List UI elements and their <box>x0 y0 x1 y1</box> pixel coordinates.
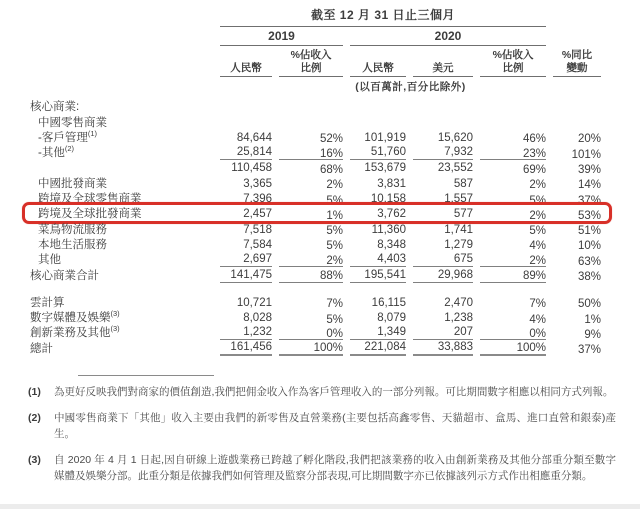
units-note: (以百萬計,百分比除外) <box>355 81 466 93</box>
cell: 5% <box>529 194 546 207</box>
cell: 1,349 <box>350 326 406 340</box>
cell: 153,679 <box>364 162 406 175</box>
cell: 69% <box>522 163 546 176</box>
footnote-text: 中國零售商業下「其他」收入主要由我們的新零售及直營業務(主要包括高鑫零售、天貓超市、盒馬、進口直營和銀泰)產生。 <box>54 412 616 440</box>
cell: 33,883 <box>413 341 473 356</box>
cell: 1,279 <box>444 238 473 251</box>
footnote-ref: (2) <box>64 144 75 154</box>
cell: 25,814 <box>220 146 272 160</box>
cell: 0% <box>480 326 546 340</box>
cell: 39% <box>577 163 601 176</box>
cell: 2% <box>529 209 546 222</box>
cell: 5% <box>529 225 546 238</box>
row-label: 跨境及全球批發商業 <box>38 208 142 221</box>
row-label: 數字媒體及娛樂$^{(3)}$ <box>30 309 120 325</box>
row-label: 中國零售商業 <box>38 116 107 129</box>
cell: 221,084 <box>350 341 406 356</box>
table-row <box>28 237 601 252</box>
col-header-line1: %同比 <box>561 49 593 61</box>
cell: 2,697 <box>220 253 272 267</box>
cell: 9% <box>584 328 601 341</box>
cell: 100% <box>279 341 343 356</box>
cell: 7% <box>529 298 546 311</box>
table-row <box>28 252 601 267</box>
cell: 2% <box>326 179 343 192</box>
row-label: -其他$^{(2)}$ <box>38 144 75 160</box>
cell: 68% <box>319 163 343 176</box>
row-spacer <box>28 283 640 295</box>
footnote <box>28 453 616 484</box>
cell: 5% <box>326 240 343 253</box>
row-label: 跨境及全球零售商業 <box>38 193 142 206</box>
footnote <box>28 411 616 442</box>
col-header-line2: 人民幣 <box>362 61 394 74</box>
table-row <box>28 295 601 310</box>
row-label: 核心商業合計 <box>30 269 99 282</box>
footnote-ref: (3) <box>110 309 120 319</box>
cell: 2,470 <box>444 296 473 309</box>
cell: 5% <box>326 225 343 238</box>
cell: 7,584 <box>243 238 272 251</box>
table-rows <box>28 99 640 356</box>
row-label: 菜鳥物流服務 <box>38 223 107 236</box>
cell: 5% <box>326 313 343 326</box>
cell: 53% <box>577 209 601 222</box>
row-label: 核心商業: <box>30 101 80 114</box>
cell: 1,238 <box>444 312 473 325</box>
cell: 110,458 <box>231 162 272 175</box>
cell: 15,620 <box>437 131 473 144</box>
cell: 16,115 <box>371 296 406 309</box>
cell: 2,457 <box>243 208 272 221</box>
table-row <box>28 145 601 160</box>
table-row <box>28 221 601 236</box>
table-row <box>28 175 601 190</box>
cell: 161,456 <box>220 341 272 356</box>
footnote <box>28 385 616 401</box>
col-header-line2: 比例 <box>502 61 524 74</box>
col-header-rmb-2019 <box>220 46 272 77</box>
table-row <box>28 191 601 206</box>
cell <box>350 101 406 114</box>
footnote-divider <box>78 375 214 376</box>
table-row <box>28 206 601 221</box>
cell: 195,541 <box>350 269 406 283</box>
cell: 38% <box>577 271 601 284</box>
cell: 14% <box>577 179 601 192</box>
cell <box>553 117 601 130</box>
cell: 1% <box>584 313 601 326</box>
cell: 51% <box>577 225 601 238</box>
cell: 8,028 <box>243 312 272 325</box>
cell <box>279 117 343 130</box>
cell: 29,968 <box>413 269 473 283</box>
cell: 11,360 <box>371 223 406 236</box>
year-2019-header: 2019 <box>220 27 343 46</box>
table-row <box>28 160 601 175</box>
cell: 4,403 <box>350 253 406 267</box>
cell: 46% <box>522 133 546 146</box>
cell: 100% <box>480 341 546 356</box>
col-header-pct-2020 <box>480 46 546 77</box>
cell <box>220 101 272 114</box>
col-header-yoy-change <box>553 46 601 77</box>
footnote-number: (1) <box>28 385 41 398</box>
cell: 52% <box>319 133 343 146</box>
footnote-ref: (1) <box>87 129 98 139</box>
table-row <box>28 310 601 325</box>
footnote-text: 為更好反映我們對商家的價值創造,我們把佣金收入作為客戶管理收入的一部分列報。可比期間數字相應以相同方式列報。 <box>54 385 614 398</box>
cell: 2% <box>529 179 546 192</box>
table-row <box>28 340 601 355</box>
cell: 675 <box>413 253 473 267</box>
cell: 5% <box>326 194 343 207</box>
cell: 7,396 <box>243 193 272 206</box>
row-label: 其他 <box>38 254 61 267</box>
cell: 1% <box>326 209 343 222</box>
cell: 8,348 <box>377 238 406 251</box>
cell: 207 <box>413 326 473 340</box>
cell <box>553 101 601 114</box>
cell: 37% <box>577 344 601 357</box>
row-label: 中國批發商業 <box>38 177 107 190</box>
cell: 7% <box>326 298 343 311</box>
footnote-text: 自 2020 年 4 月 1 日起,因自研線上遊戲業務已跨越了孵化階段,我們把該業務的收入由創新業務及其他分部重分類至數字媒體及娛樂分部。此重分類是依據我們如何管理及監察分部表現,可比期間數字亦已依據該列示方式作出相應重分類。 <box>54 454 616 482</box>
cell: 37% <box>577 194 601 207</box>
col-header-line2: 美元 <box>432 61 454 74</box>
cell: 2% <box>480 253 546 267</box>
cell: 10,721 <box>236 296 272 309</box>
year-2020-header: 2020 <box>350 27 546 46</box>
table-row <box>28 267 601 282</box>
row-label: -客戶管理$^{(1)}$ <box>38 129 98 144</box>
col-header-rmb-2020 <box>350 46 406 77</box>
cell: 1,741 <box>444 223 473 236</box>
cell: 7,932 <box>413 146 473 160</box>
cell: 23,552 <box>437 162 473 175</box>
cell: 50% <box>577 298 601 311</box>
row-label: 本地生活服務 <box>38 238 107 251</box>
col-header-line2: 比例 <box>300 61 322 74</box>
cell <box>413 101 473 114</box>
cell: 10% <box>577 240 601 253</box>
cell <box>480 101 546 114</box>
cell <box>350 117 406 130</box>
cell: 3,831 <box>377 177 406 190</box>
table-row <box>28 114 601 129</box>
cell: 577 <box>453 208 473 221</box>
col-header-line2: 人民幣 <box>230 61 262 74</box>
cell: 101% <box>571 148 601 161</box>
cell: 4% <box>529 313 546 326</box>
col-header-usd-2020 <box>413 46 473 77</box>
col-header-pct-2019 <box>279 46 343 77</box>
cell: 10,158 <box>370 193 406 206</box>
cell: 88% <box>279 269 343 283</box>
footnote-number: (2) <box>28 412 41 425</box>
page-bottom-edge <box>0 504 640 509</box>
cell: 16% <box>279 146 343 160</box>
table-row <box>28 99 601 114</box>
cell: 23% <box>480 146 546 160</box>
cell: 1,557 <box>444 193 473 206</box>
cell: 587 <box>453 177 473 190</box>
footnote-ref: (3) <box>110 324 120 334</box>
cell: 0% <box>279 326 343 340</box>
cell: 4% <box>529 240 546 253</box>
cell: 3,365 <box>243 177 272 190</box>
cell: 3,762 <box>377 208 406 221</box>
table-header <box>28 6 601 94</box>
cell: 7,518 <box>243 223 272 236</box>
col-header-line1: %佔收入 <box>492 49 534 61</box>
period-title: 截至 12 月 31 日止三個月 <box>220 6 546 27</box>
col-header-line1: %佔收入 <box>290 49 332 61</box>
cell: 63% <box>577 255 601 268</box>
table-row <box>28 325 601 340</box>
cell <box>220 117 272 130</box>
cell: 84,644 <box>236 131 272 144</box>
cell: 2% <box>279 253 343 267</box>
col-header-line2: 變動 <box>566 61 588 74</box>
cell: 8,079 <box>377 312 406 325</box>
cell: 1,232 <box>220 326 272 340</box>
cell: 89% <box>480 269 546 283</box>
footnote-number: (3) <box>28 454 41 467</box>
cell: 20% <box>577 133 601 146</box>
cell <box>279 101 343 114</box>
row-label: 總計 <box>30 342 53 355</box>
row-label: 創新業務及其他$^{(3)}$ <box>30 324 120 340</box>
cell <box>413 117 473 130</box>
row-label: 雲計算 <box>30 296 65 309</box>
cell: 51,760 <box>350 146 406 160</box>
table-row <box>28 130 601 145</box>
cell: 141,475 <box>220 269 272 283</box>
cell <box>480 117 546 130</box>
cell: 101,919 <box>364 131 406 144</box>
footnotes <box>28 385 616 485</box>
